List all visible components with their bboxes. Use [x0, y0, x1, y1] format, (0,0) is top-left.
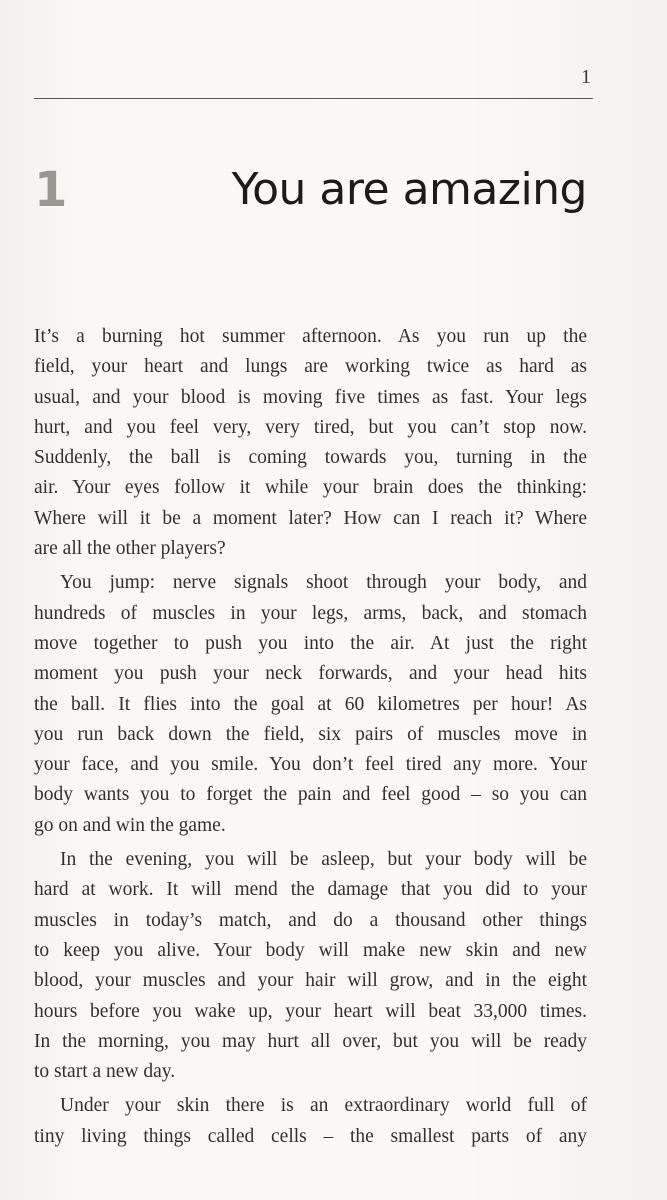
header-rule — [34, 98, 593, 99]
text-line: you run back down the field, six pairs of muscles move in — [34, 723, 587, 745]
text-line: body wants you to forget the pain and feel good – so you can — [34, 784, 587, 806]
text-line: In the evening, you will be asleep, but your body will be — [60, 849, 587, 871]
text-line: the ball. It flies into the goal at 60 kilometres per hour! As — [34, 693, 587, 715]
paragraph — [34, 568, 587, 841]
text-line: your face, and you smile. You don’t feel tired any more. Your — [34, 754, 587, 776]
text-line: muscles in today’s match, and do a thousand other things — [34, 909, 587, 931]
text-line: tiny living things called cells – the smallest parts of any — [34, 1125, 587, 1147]
text-line: You jump: nerve signals shoot through your body, and — [60, 572, 587, 594]
text-line: hundreds of muscles in your legs, arms, back, and stomach — [34, 602, 587, 624]
chapter-title: You are amazing — [231, 164, 587, 215]
chapter-number: 1 — [34, 162, 68, 218]
body-text — [34, 322, 587, 1156]
page-number: 1 — [581, 66, 591, 88]
text-line: In the morning, you may hurt all over, but you will be ready — [34, 1030, 587, 1052]
paragraph — [34, 1091, 587, 1152]
text-line: hurt, and you feel very, very tired, but you can’t stop now. — [34, 416, 587, 438]
paragraph — [34, 322, 587, 564]
paragraph — [34, 845, 587, 1087]
text-line: moment you push your neck forwards, and your head hits — [34, 663, 587, 685]
text-line: field, your heart and lungs are working twice as hard as — [34, 356, 587, 378]
text-line: Suddenly, the ball is coming towards you, turning in the — [34, 447, 587, 469]
text-line: Where will it be a moment later? How can I reach it? Where — [34, 507, 587, 529]
text-line: hours before you wake up, your heart will beat 33,000 times. — [34, 1000, 587, 1022]
text-line: go on and win the game. — [34, 814, 226, 836]
text-line: It’s a burning hot summer afternoon. As you run up the — [34, 326, 587, 347]
text-line: usual, and your blood is moving five times as fast. Your legs — [34, 386, 587, 408]
text-line: blood, your muscles and your hair will grow, and in the eight — [34, 970, 587, 992]
text-line: are all the other players? — [34, 538, 226, 560]
text-line: air. Your eyes follow it while your brain does the thinking: — [34, 477, 587, 499]
text-line: move together to push you into the air. At just the right — [34, 632, 587, 654]
text-line: hard at work. It will mend the damage that you did to your — [34, 879, 587, 901]
text-line: to start a new day. — [34, 1061, 176, 1083]
text-line: Under your skin there is an extraordinary world full of — [60, 1095, 587, 1117]
text-line: to keep you alive. Your body will make new skin and new — [34, 939, 587, 961]
